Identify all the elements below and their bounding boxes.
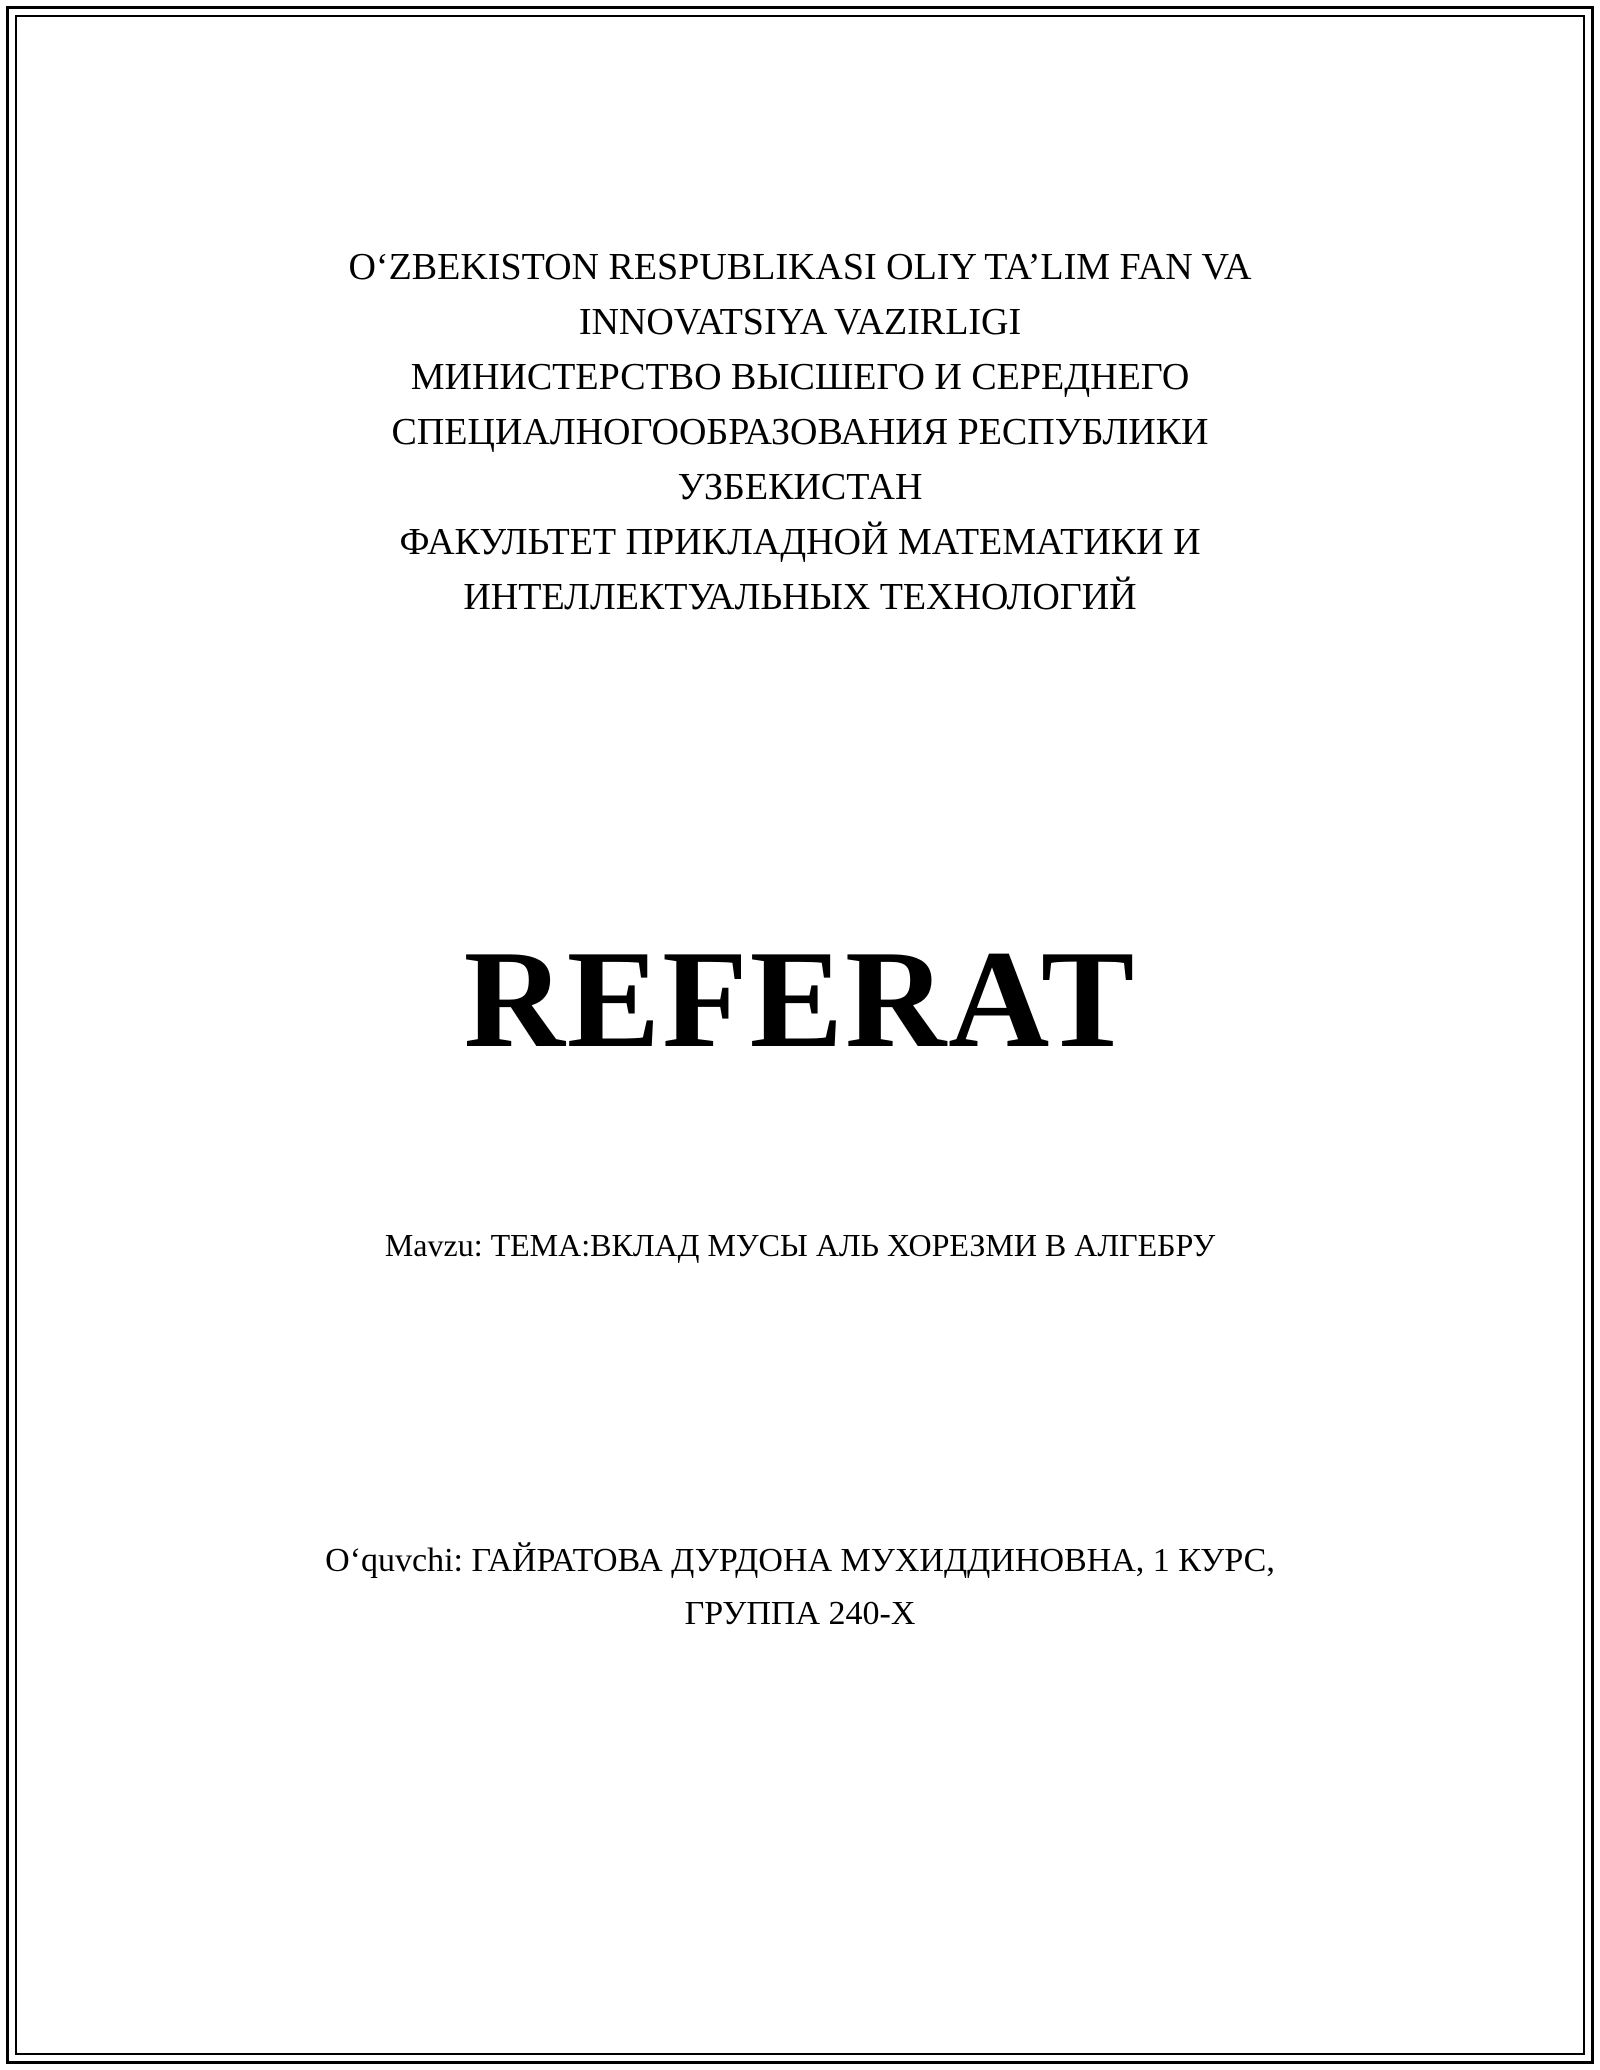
document-title: REFERAT <box>463 922 1137 1077</box>
student-line: O‘quvchi: ГАЙРАТОВА ДУРДОНА МУХИДДИНОВНА, 1 КУРС, <box>325 1542 1275 1579</box>
header-line: ИНТЕЛЛЕКТУАЛЬНЫХ ТЕХНОЛОГИЙ <box>463 576 1137 618</box>
header-line: УЗБЕКИСТАН <box>677 466 923 508</box>
ministry-header <box>0 240 1600 625</box>
student-info <box>0 1534 1600 1640</box>
header-line: МИНИСТЕРСТВО ВЫСШЕГО И СЕРЕДНЕГО <box>410 356 1190 398</box>
student-line: ГРУППА 240-Х <box>684 1595 916 1632</box>
topic-line: Mavzu: ТЕМА:ВКЛАД МУСЫ АЛЬ ХОРЕЗМИ В АЛГЕБРУ <box>384 1227 1216 1263</box>
header-line: O‘ZBEKISTON RESPUBLIKASI OLIY TA’LIM FAN VA <box>348 246 1252 288</box>
header-line: INNOVATSIYA VAZIRLIGI <box>578 301 1022 343</box>
header-line: СПЕЦИАЛНОГООБРАЗОВАНИЯ РЕСПУБЛИКИ <box>391 411 1209 453</box>
header-line: ФАКУЛЬТЕТ ПРИКЛАДНОЙ МАТЕМАТИКИ И <box>399 521 1201 563</box>
